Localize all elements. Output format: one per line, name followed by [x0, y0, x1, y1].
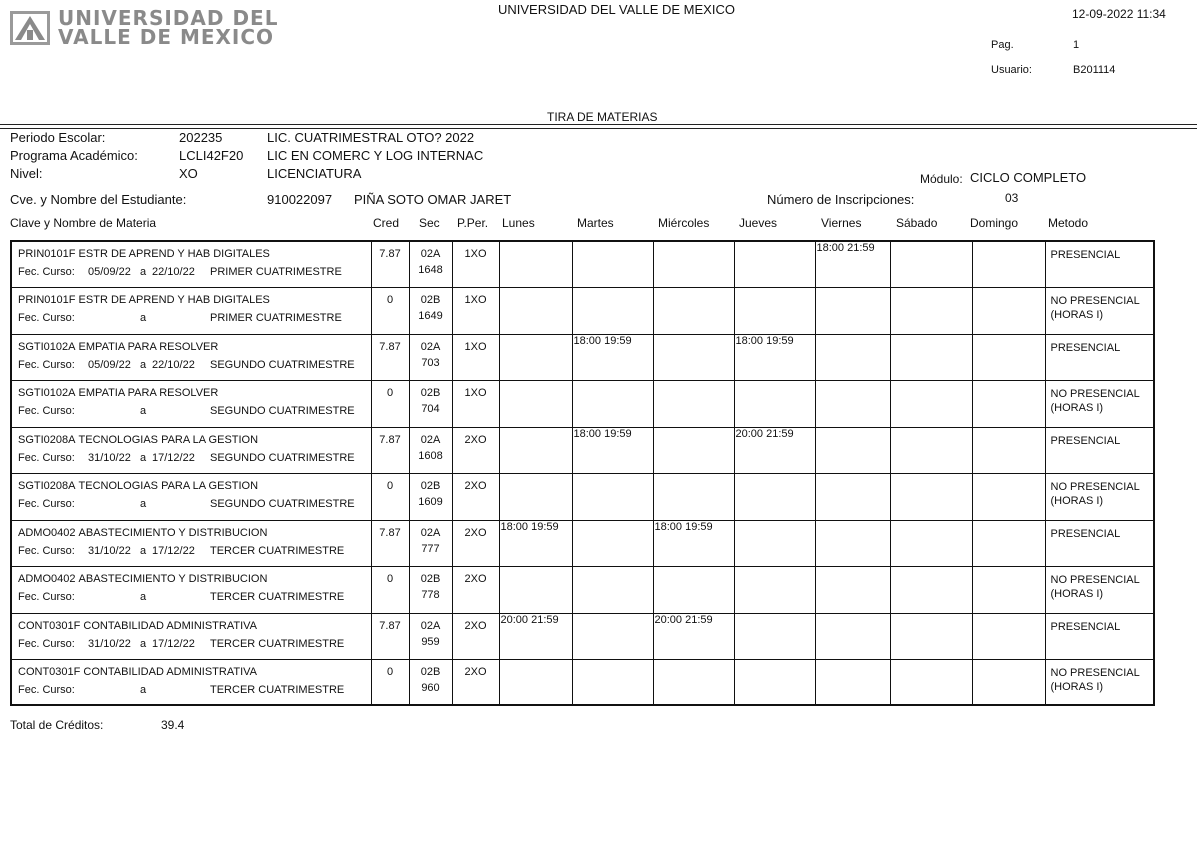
page-label: Pag. — [991, 39, 1014, 51]
cuatrimestre: TERCER CUATRIMESTRE — [210, 544, 345, 557]
pper-value: 1XO — [464, 386, 487, 399]
materia-cell — [11, 659, 371, 705]
materia-nombre: EMPATIA PARA RESOLVER — [78, 386, 219, 399]
materia-nombre: TECNOLOGIAS PARA LA GESTION — [78, 479, 259, 492]
materia-cell — [11, 566, 371, 613]
university-seal-icon — [9, 10, 51, 46]
day-cell-domingo — [972, 427, 1045, 473]
day-cell-miercoles — [653, 287, 734, 334]
col-header-miercoles: Miércoles — [658, 216, 710, 230]
materia-clave: ADMO0402 — [18, 526, 76, 539]
day-cell-viernes — [815, 334, 890, 380]
day-cell-lunes — [499, 241, 572, 287]
crn-value: 1608 — [418, 449, 443, 462]
fec-curso-label: Fec. Curso: — [18, 683, 75, 696]
time-slot: 20:00 21:59 — [654, 613, 713, 626]
crn-value: 703 — [421, 356, 440, 369]
day-cell-viernes — [815, 380, 890, 427]
day-cell-martes — [572, 659, 653, 705]
logo-line-2: VALLE DE MEXICO — [58, 25, 275, 49]
materia-cell — [11, 427, 371, 473]
col-header-sabado: Sábado — [896, 216, 938, 230]
day-cell-jueves — [734, 520, 815, 566]
day-cell-domingo — [972, 241, 1045, 287]
metodo-cell — [1045, 427, 1154, 473]
cuatrimestre: SEGUNDO CUATRIMESTRE — [210, 404, 355, 417]
sec-value: 02A — [420, 526, 441, 539]
metodo-value: PRESENCIAL — [1050, 527, 1121, 540]
day-cell-domingo — [972, 520, 1045, 566]
metodo-cell — [1045, 566, 1154, 613]
sec-cell — [409, 334, 452, 380]
report-header-title: UNIVERSIDAD DEL VALLE DE MEXICO — [498, 2, 735, 17]
day-cell-lunes — [499, 287, 572, 334]
time-slot: 18:00 19:59 — [735, 334, 794, 347]
cred-value: 0 — [386, 293, 394, 306]
day-cell-miercoles — [653, 473, 734, 520]
col-header-cred: Cred — [373, 216, 400, 230]
col-header-lunes: Lunes — [502, 216, 535, 230]
day-cell-sabado — [890, 659, 972, 705]
table-row — [11, 241, 1154, 287]
day-cell-jueves — [734, 566, 815, 613]
fec-fin: 22/10/22 — [152, 358, 195, 371]
crn-value: 704 — [421, 402, 440, 415]
metodo-value: NO PRESENCIAL (HORAS I) — [1050, 666, 1140, 693]
sec-cell — [409, 520, 452, 566]
header-divider-top — [0, 124, 1197, 125]
estudiante-nombre: PIÑA SOTO OMAR JARET — [354, 192, 512, 207]
cuatrimestre: TERCER CUATRIMESTRE — [210, 683, 345, 696]
day-cell-lunes — [499, 473, 572, 520]
fec-curso-label: Fec. Curso: — [18, 358, 75, 371]
fec-inicio: 05/09/22 — [88, 358, 131, 371]
modulo-label: Módulo: — [920, 172, 963, 186]
cred-cell — [371, 380, 409, 427]
pper-value: 2XO — [464, 665, 487, 678]
col-header-sec: Sec — [419, 216, 440, 230]
metodo-value: PRESENCIAL — [1050, 249, 1121, 261]
day-cell-viernes — [815, 566, 890, 613]
cuatrimestre: PRIMER CUATRIMESTRE — [210, 266, 342, 278]
day-cell-jueves — [734, 241, 815, 287]
fec-a: a — [140, 311, 147, 324]
day-cell-domingo — [972, 473, 1045, 520]
metodo-cell — [1045, 613, 1154, 659]
cred-value: 7.87 — [379, 526, 401, 539]
pper-value: 1XO — [464, 340, 487, 353]
table-row — [11, 520, 1154, 566]
cred-cell — [371, 659, 409, 705]
metodo-cell — [1045, 659, 1154, 705]
day-cell-sabado — [890, 427, 972, 473]
metodo-value: NO PRESENCIAL (HORAS I) — [1050, 480, 1140, 507]
logo-line-1: UNIVERSIDAD DEL — [58, 6, 279, 30]
fec-fin: 17/12/22 — [152, 451, 195, 464]
cred-cell — [371, 613, 409, 659]
materia-clave: SGTI0102A — [18, 340, 76, 353]
table-row — [11, 659, 1154, 705]
day-cell-miercoles — [653, 659, 734, 705]
day-cell-viernes — [815, 659, 890, 705]
cred-value: 7.87 — [379, 433, 401, 446]
day-cell-lunes — [499, 427, 572, 473]
day-cell-miercoles — [653, 334, 734, 380]
schedule-table — [10, 240, 1155, 706]
day-cell-sabado — [890, 380, 972, 427]
sec-value: 02A — [420, 619, 441, 632]
day-cell-sabado — [890, 241, 972, 287]
pper-cell — [452, 287, 499, 334]
day-cell-lunes — [499, 566, 572, 613]
nivel-label: Nivel: — [10, 166, 43, 181]
time-slot: 18:00 21:59 — [816, 242, 875, 254]
crn-value: 778 — [421, 588, 440, 601]
day-cell-sabado — [890, 520, 972, 566]
materia-cell — [11, 520, 371, 566]
sec-value: 02B — [420, 293, 441, 306]
fec-curso-label: Fec. Curso: — [18, 451, 75, 464]
crn-value: 1648 — [418, 264, 443, 276]
materia-nombre: TECNOLOGIAS PARA LA GESTION — [78, 433, 259, 446]
day-cell-sabado — [890, 566, 972, 613]
materia-clave: CONT0301F — [18, 619, 81, 632]
estudiante-id: 910022097 — [267, 192, 333, 207]
fec-inicio: 31/10/22 — [88, 544, 131, 557]
cred-value: 7.87 — [379, 619, 401, 632]
fec-a: a — [140, 358, 147, 371]
materia-cell — [11, 613, 371, 659]
day-cell-domingo — [972, 380, 1045, 427]
day-cell-lunes — [499, 613, 572, 659]
user-id: B201114 — [1073, 64, 1116, 76]
total-creditos-value: 39.4 — [161, 718, 185, 732]
pper-value: 1XO — [464, 293, 487, 306]
materia-nombre: ABASTECIMIENTO Y DISTRIBUCION — [78, 572, 268, 585]
sec-value: 02A — [420, 248, 441, 260]
day-cell-miercoles — [653, 613, 734, 659]
day-cell-jueves — [734, 427, 815, 473]
day-cell-martes — [572, 380, 653, 427]
cred-value: 0 — [386, 479, 394, 492]
table-row — [11, 473, 1154, 520]
cred-value: 0 — [386, 386, 394, 399]
programa-label: Programa Académico: — [10, 148, 138, 163]
day-cell-lunes — [499, 659, 572, 705]
day-cell-sabado — [890, 613, 972, 659]
day-cell-martes — [572, 520, 653, 566]
periodo-desc: LIC. CUATRIMESTRAL OTO? 2022 — [267, 130, 475, 145]
day-cell-martes — [572, 241, 653, 287]
pper-value: 2XO — [464, 479, 487, 492]
time-slot: 20:00 21:59 — [735, 427, 794, 440]
materia-cell — [11, 334, 371, 380]
time-slot: 20:00 21:59 — [500, 613, 559, 626]
sec-value: 02A — [420, 433, 441, 446]
metodo-cell — [1045, 334, 1154, 380]
col-header-martes: Martes — [577, 216, 614, 230]
time-slot: 18:00 19:59 — [573, 334, 632, 347]
metodo-value: PRESENCIAL — [1050, 434, 1121, 447]
table-row — [11, 613, 1154, 659]
day-cell-jueves — [734, 659, 815, 705]
sec-cell — [409, 566, 452, 613]
pper-cell — [452, 334, 499, 380]
metodo-cell — [1045, 380, 1154, 427]
report-title: TIRA DE MATERIAS — [547, 110, 658, 124]
materia-clave: SGTI0208A — [18, 433, 76, 446]
sec-value: 02A — [420, 340, 441, 353]
materia-cell — [11, 473, 371, 520]
materia-cell — [11, 287, 371, 334]
fec-inicio: 31/10/22 — [88, 637, 131, 650]
metodo-value: PRESENCIAL — [1050, 620, 1121, 633]
fec-a: a — [140, 404, 147, 417]
col-header-metodo: Metodo — [1048, 216, 1089, 230]
sec-cell — [409, 380, 452, 427]
sec-cell — [409, 659, 452, 705]
day-cell-sabado — [890, 473, 972, 520]
crn-value: 777 — [421, 542, 440, 555]
fec-curso-label: Fec. Curso: — [18, 544, 75, 557]
sec-cell — [409, 287, 452, 334]
fec-a: a — [140, 497, 147, 510]
materia-nombre: CONTABILIDAD ADMINISTRATIVA — [83, 619, 257, 632]
crn-value: 1609 — [418, 495, 443, 508]
day-cell-martes — [572, 473, 653, 520]
nivel-desc: LICENCIATURA — [267, 166, 362, 181]
cuatrimestre: PRIMER CUATRIMESTRE — [210, 311, 342, 324]
cred-cell — [371, 473, 409, 520]
sec-cell — [409, 473, 452, 520]
fec-a: a — [140, 590, 147, 603]
table-row — [11, 287, 1154, 334]
cred-cell — [371, 287, 409, 334]
fec-a: a — [140, 544, 147, 557]
metodo-value: NO PRESENCIAL (HORAS I) — [1050, 387, 1140, 414]
day-cell-viernes — [815, 613, 890, 659]
fec-inicio: 31/10/22 — [88, 451, 131, 464]
fec-fin: 22/10/22 — [152, 266, 195, 278]
estudiante-label: Cve. y Nombre del Estudiante: — [10, 192, 187, 207]
metodo-cell — [1045, 241, 1154, 287]
total-creditos-label: Total de Créditos: — [10, 718, 104, 732]
col-header-jueves: Jueves — [739, 216, 778, 230]
materia-cell — [11, 241, 371, 287]
day-cell-domingo — [972, 659, 1045, 705]
day-cell-miercoles — [653, 380, 734, 427]
materia-nombre: EMPATIA PARA RESOLVER — [78, 340, 219, 353]
day-cell-martes — [572, 613, 653, 659]
materia-clave: PRIN0101F — [18, 293, 76, 306]
day-cell-domingo — [972, 566, 1045, 613]
day-cell-martes — [572, 566, 653, 613]
pper-cell — [452, 613, 499, 659]
day-cell-jueves — [734, 613, 815, 659]
fec-curso-label: Fec. Curso: — [18, 497, 75, 510]
fec-inicio: 05/09/22 — [88, 266, 131, 278]
fec-a: a — [140, 451, 147, 464]
col-header-materia: Clave y Nombre de Materia — [10, 216, 157, 230]
materia-clave: SGTI0208A — [18, 479, 76, 492]
pper-cell — [452, 473, 499, 520]
materia-nombre: CONTABILIDAD ADMINISTRATIVA — [83, 665, 257, 678]
metodo-value: PRESENCIAL — [1050, 341, 1121, 354]
sec-value: 02B — [420, 665, 441, 678]
programa-code: LCLI42F20 — [179, 148, 244, 163]
metodo-value: NO PRESENCIAL (HORAS I) — [1050, 573, 1140, 600]
sec-value: 02B — [420, 386, 441, 399]
sec-cell — [409, 613, 452, 659]
day-cell-martes — [572, 427, 653, 473]
modulo-value: CICLO COMPLETO — [970, 170, 1087, 185]
fec-curso-label: Fec. Curso: — [18, 590, 75, 603]
programa-desc: LIC EN COMERC Y LOG INTERNAC — [267, 148, 484, 163]
materia-nombre: ABASTECIMIENTO Y DISTRIBUCION — [78, 526, 268, 539]
day-cell-sabado — [890, 287, 972, 334]
col-header-viernes: Viernes — [821, 216, 862, 230]
day-cell-jueves — [734, 380, 815, 427]
materia-cell — [11, 380, 371, 427]
time-slot: 18:00 19:59 — [654, 520, 713, 533]
day-cell-domingo — [972, 287, 1045, 334]
periodo-code: 202235 — [179, 130, 223, 145]
cred-cell — [371, 334, 409, 380]
materia-clave: ADMO0402 — [18, 572, 76, 585]
day-cell-viernes — [815, 287, 890, 334]
day-cell-domingo — [972, 334, 1045, 380]
day-cell-domingo — [972, 613, 1045, 659]
pper-value: 1XO — [464, 248, 487, 260]
pper-cell — [452, 427, 499, 473]
cred-value: 7.87 — [379, 248, 401, 260]
fec-curso-label: Fec. Curso: — [18, 311, 75, 324]
pper-cell — [452, 380, 499, 427]
university-logo — [9, 8, 299, 48]
day-cell-martes — [572, 334, 653, 380]
print-datetime: 12-09-2022 11:34 — [1072, 7, 1166, 21]
sec-cell — [409, 427, 452, 473]
day-cell-viernes — [815, 241, 890, 287]
cred-cell — [371, 520, 409, 566]
day-cell-viernes — [815, 520, 890, 566]
pper-value: 2XO — [464, 619, 487, 632]
table-row — [11, 566, 1154, 613]
day-cell-lunes — [499, 520, 572, 566]
fec-fin: 17/12/22 — [152, 544, 195, 557]
day-cell-lunes — [499, 380, 572, 427]
fec-a: a — [140, 683, 147, 696]
sec-value: 02B — [420, 572, 441, 585]
day-cell-sabado — [890, 334, 972, 380]
crn-value: 959 — [421, 635, 440, 648]
cuatrimestre: SEGUNDO CUATRIMESTRE — [210, 451, 355, 464]
crn-value: 960 — [421, 681, 440, 694]
table-row — [11, 334, 1154, 380]
metodo-cell — [1045, 473, 1154, 520]
materia-nombre: ESTR DE APREND Y HAB DIGITALES — [78, 293, 270, 306]
pper-cell — [452, 566, 499, 613]
cred-cell — [371, 241, 409, 287]
pper-cell — [452, 520, 499, 566]
day-cell-jueves — [734, 473, 815, 520]
col-header-pper: P.Per. — [457, 216, 489, 230]
materia-clave: SGTI0102A — [18, 386, 76, 399]
inscripciones-label: Número de Inscripciones: — [767, 192, 915, 207]
time-slot: 18:00 19:59 — [500, 520, 559, 533]
day-cell-lunes — [499, 334, 572, 380]
page-number: 1 — [1073, 39, 1080, 51]
cuatrimestre: TERCER CUATRIMESTRE — [210, 590, 345, 603]
cred-value: 0 — [386, 665, 394, 678]
fec-fin: 17/12/22 — [152, 637, 195, 650]
metodo-cell — [1045, 520, 1154, 566]
header-divider-bottom — [0, 128, 1197, 129]
nivel-code: XO — [179, 166, 198, 181]
table-row — [11, 427, 1154, 473]
cred-cell — [371, 566, 409, 613]
day-cell-jueves — [734, 334, 815, 380]
col-header-domingo: Domingo — [970, 216, 1019, 230]
day-cell-viernes — [815, 427, 890, 473]
periodo-label: Periodo Escolar: — [10, 130, 106, 145]
materia-clave: PRIN0101F — [18, 248, 76, 260]
metodo-cell — [1045, 287, 1154, 334]
materia-nombre: ESTR DE APREND Y HAB DIGITALES — [78, 248, 270, 260]
sec-cell — [409, 241, 452, 287]
day-cell-viernes — [815, 473, 890, 520]
materia-clave: CONT0301F — [18, 665, 81, 678]
fec-a: a — [140, 266, 147, 278]
cuatrimestre: SEGUNDO CUATRIMESTRE — [210, 497, 355, 510]
user-label: Usuario: — [991, 64, 1032, 76]
day-cell-jueves — [734, 287, 815, 334]
cred-cell — [371, 427, 409, 473]
day-cell-miercoles — [653, 520, 734, 566]
cuatrimestre: SEGUNDO CUATRIMESTRE — [210, 358, 355, 371]
table-row — [11, 380, 1154, 427]
cred-value: 0 — [386, 572, 394, 585]
pper-value: 2XO — [464, 572, 487, 585]
pper-cell — [452, 659, 499, 705]
time-slot: 18:00 19:59 — [573, 427, 632, 440]
day-cell-martes — [572, 287, 653, 334]
day-cell-miercoles — [653, 241, 734, 287]
sec-value: 02B — [420, 479, 441, 492]
inscripciones-value: 03 — [1005, 191, 1019, 205]
day-cell-miercoles — [653, 566, 734, 613]
fec-curso-label: Fec. Curso: — [18, 404, 75, 417]
fec-curso-label: Fec. Curso: — [18, 266, 75, 278]
pper-cell — [452, 241, 499, 287]
day-cell-miercoles — [653, 427, 734, 473]
crn-value: 1649 — [418, 309, 443, 322]
pper-value: 2XO — [464, 526, 487, 539]
metodo-value: NO PRESENCIAL (HORAS I) — [1050, 294, 1140, 321]
pper-value: 2XO — [464, 433, 487, 446]
cuatrimestre: TERCER CUATRIMESTRE — [210, 637, 345, 650]
fec-a: a — [140, 637, 147, 650]
fec-curso-label: Fec. Curso: — [18, 637, 75, 650]
cred-value: 7.87 — [379, 340, 401, 353]
